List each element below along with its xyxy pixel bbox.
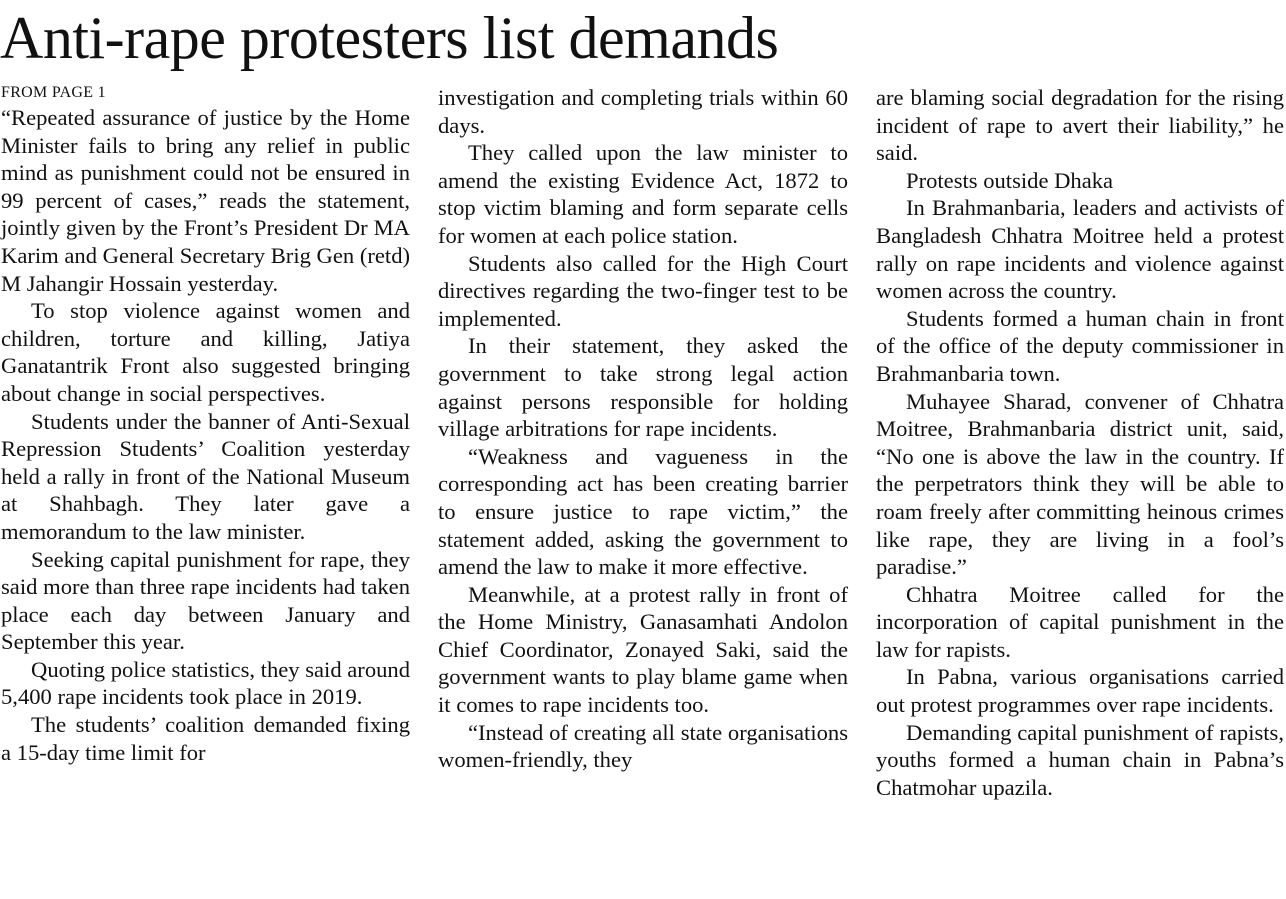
paragraph: Seeking capital punishment for rape, they said more than three rape incidents had taken place each day between January and September this year. [1,546,410,655]
paragraph: investigation and completing trials within 60 days. [438,85,848,138]
paragraph: To stop violence against women and children, torture and killing, Jatiya Ganatantrik Front also suggested bringing about change in social perspectives. [1,298,410,406]
paragraph: “Weakness and vagueness in the corresponding act has been creating barrier to ensure justice to rape victim,” the statement added, asking the government to amend the law to make it more effective. [438,443,848,580]
column-1 [1,82,410,766]
paragraph: Quoting police statistics, they said around 5,400 rape incidents took place in 2019. [1,656,411,710]
column-2 [438,84,848,774]
paragraph: Students under the banner of Anti-Sexual Repression Students’ Coalition yesterday held a rally in front of the National Museum at Shahbagh. They later gave a memorandum to the law minister. [1,408,410,544]
paragraph: Meanwhile, at a protest rally in front of the Home Ministry, Ganasamhati Andolon Chief Coordinator, Zonayed Saki, said the government wants to play blame game when it comes to rape incidents too. [438,581,848,718]
paragraph: Demanding capital punishment of rapists, youths formed a human chain in Pabna’s Chatmohar upazila. [876,719,1284,800]
paragraph: Students formed a human chain in front of the office of the deputy commissioner in Brahmanbaria town. [876,305,1284,386]
column-3 [876,84,1284,801]
paragraph: In Brahmanbaria, leaders and activists of Bangladesh Chhatra Moitree held a protest rally on rape incidents and violence against women across the country. [876,195,1284,304]
paragraph: Muhayee Sharad, convener of Chhatra Moitree, Brahmanbaria district unit, said, “No one is above the law in the country. If the perpetrators think they will be able to roam freely after committing heinous crimes like rape, they are living in a fool’s paradise.” [876,388,1284,580]
paragraph: “Instead of creating all state organisations women-friendly, they [438,719,848,773]
from-page-kicker: FROM PAGE 1 [1,84,106,101]
headline: Anti-rape protesters list demands [0,5,779,71]
paragraph: are blaming social degradation for the rising incident of rape to avert their liability,” he said. [876,85,1284,166]
paragraph: They called upon the law minister to amend the existing Evidence Act, 1872 to stop victim blaming and form separate cells for women at each police station. [438,140,848,248]
subhead: Protests outside Dhaka [906,167,1114,193]
paragraph: Students also called for the High Court directives regarding the two-finger test to be implemented. [438,250,848,331]
paragraph: Chhatra Moitree called for the incorporation of capital punishment in the law for rapists. [876,581,1284,662]
paragraph: In their statement, they asked the government to take strong legal action against persons responsible for holding village arbitrations for rape incidents. [438,333,848,442]
paragraph: In Pabna, various organisations carried out protest programmes over rape incidents. [876,664,1284,718]
paragraph: The students’ coalition demanded fixing a 15-day time limit for [1,712,410,765]
paragraph: “Repeated assurance of justice by the Home Minister fails to bring any relief in public mind as punishment could not be ensured in 99 percent of cases,” reads the statement, jointly given by the Front’s President Dr MA Karim and General Secretary Brig Gen (retd) M Jahangir Hossain yesterday. [1,105,411,296]
